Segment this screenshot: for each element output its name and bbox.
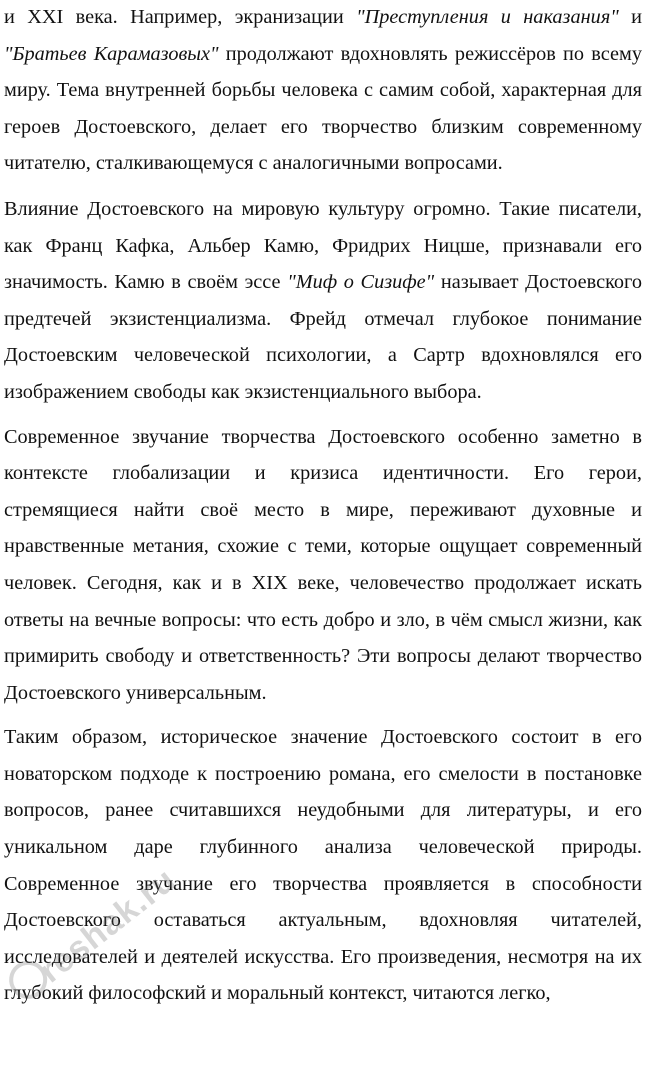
paragraph-1-text-2: и bbox=[618, 6, 642, 28]
work-title-myth-of-sisyphus: "Миф о Сизифе" bbox=[287, 271, 435, 294]
watermark-text: reshak.ru bbox=[31, 860, 184, 991]
paragraph-3-text-1: Современное звучание творчества Достоевского особенно заметно в контексте глобализации и кризиса идентичности. Его герои, стремящиеся найти своё место в мире, переживают духовные и нравственные метания, схожие с теми, которые ощущает современный человек. Сегодня, как и в XIX веке, человечество продолжает искать ответы на вечные вопросы: что есть добро и зло, в чём смысл жизни, как примирить свободу и ответственность? Эти вопросы делают творчество Достоевского универсальным. bbox=[4, 425, 642, 704]
work-title-crime-and-punishment: "Преступления и наказания" bbox=[356, 6, 619, 28]
paragraph-1-text-3: продолжают вдохновлять режиссёров по всему миру. Тема внутренней борьбы человека с самим собой, характерная для героев Достоевского, делает его творчество близким современному читателю, сталкивающемуся с аналогичными вопросами. bbox=[4, 42, 642, 175]
paragraph-2-text-2: называет Достоевского предтечей экзистенциализма. Фрейд отмечал глубокое понимание Достоевским человеческой психологии, а Сартр вдохновлялся его изображением свободы как экзистенциального выбора. bbox=[4, 271, 642, 403]
paragraph-3 bbox=[4, 419, 642, 712]
paragraph-1-text-1: и XXI века. Например, экранизации bbox=[4, 6, 357, 28]
work-title-brothers-karamazov: "Братьев Карамазовых" bbox=[4, 42, 219, 65]
paragraph-2 bbox=[4, 191, 642, 411]
paragraph-4 bbox=[4, 719, 642, 1012]
paragraph-2-text-1: Влияние Достоевского на мировую культуру огромно. Такие писатели, как Франц Кафка, Альбер Камю, Фридрих Ницше, признавали его значимость. Камю в своём эссе bbox=[4, 197, 642, 294]
paragraph-1 bbox=[4, 0, 642, 182]
paragraph-4-text-1: Таким образом, историческое значение Достоевского состоит в его новаторском подходе к построению романа, его смелости в постановке вопросов, ранее считавшихся неудобными для литературы, и его уникальном даре глубинного анализа человеческой природы. Современное звучание его творчества проявляется в способности Достоевского оставаться актуальным, вдохновляя читателей, исследователей и деятелей искусства. Его произведения, несмотря на их глубокий философский и моральный контекст, читаются легко, bbox=[4, 726, 642, 1005]
document-page bbox=[4, 0, 642, 1020]
